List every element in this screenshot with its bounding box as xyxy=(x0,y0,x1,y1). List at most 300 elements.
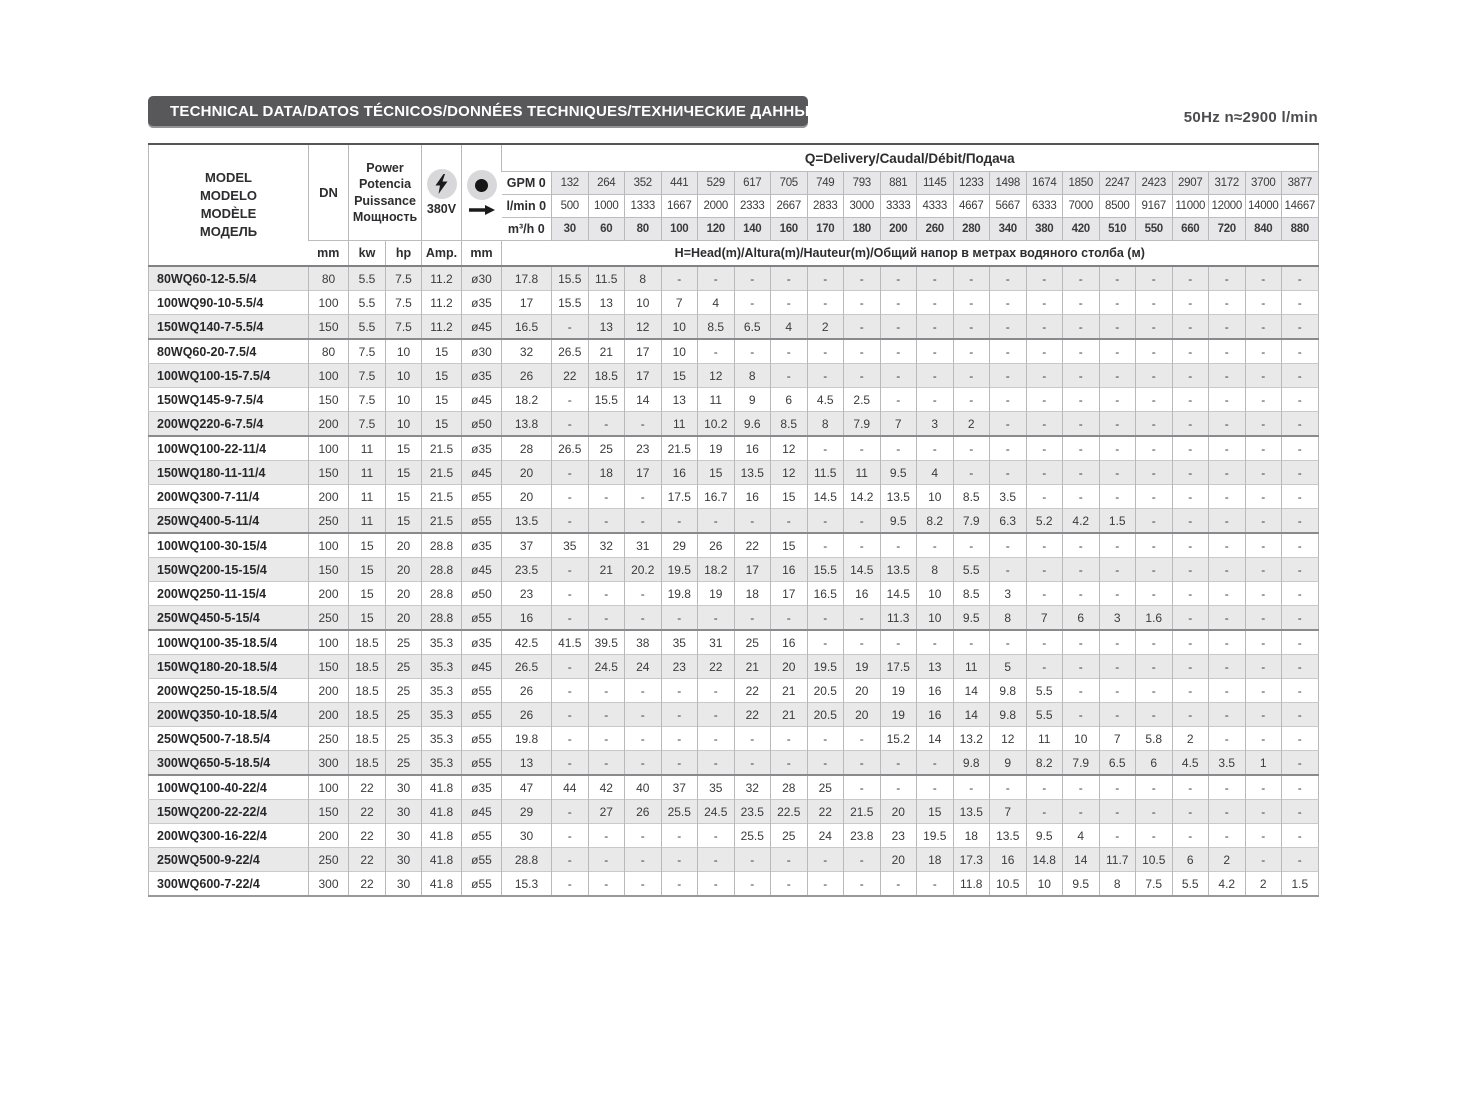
head-value-cell: - xyxy=(1209,364,1246,388)
head-value-cell: - xyxy=(1282,655,1319,679)
head-value-cell: - xyxy=(1172,364,1209,388)
head-value-cell: - xyxy=(1209,291,1246,315)
head-value-cell: - xyxy=(844,606,881,631)
head-value-cell: 16.5 xyxy=(807,582,844,606)
head-value-cell: - xyxy=(552,461,589,485)
head-value-cell: 14.5 xyxy=(807,485,844,509)
head-value-cell: 42 xyxy=(588,775,625,800)
head-value-cell: - xyxy=(917,388,954,412)
head-value-cell: 18 xyxy=(953,824,990,848)
flow-lmin-value: 8500 xyxy=(1099,195,1136,218)
flow-m3h-value: 660 xyxy=(1172,218,1209,241)
head-value-cell: - xyxy=(844,775,881,800)
amp-cell: 41.8 xyxy=(422,872,462,897)
head-value-cell: - xyxy=(625,872,662,897)
flow-lmin-value: 1667 xyxy=(661,195,698,218)
head-value-cell: - xyxy=(552,800,589,824)
lmin-label: l/min 0 xyxy=(502,195,552,218)
head-value-cell: - xyxy=(953,266,990,291)
head-value-cell: - xyxy=(625,582,662,606)
head-value-cell: - xyxy=(771,727,808,751)
head-value-cell: - xyxy=(552,558,589,582)
head-value-cell: - xyxy=(807,606,844,631)
solids-passage-dot-icon xyxy=(467,170,497,200)
hp-cell: 30 xyxy=(386,872,422,897)
pump-row xyxy=(149,339,1319,364)
table-body xyxy=(149,266,1319,896)
dn-cell: 300 xyxy=(309,872,349,897)
flow-gpm-value: 441 xyxy=(661,172,698,195)
kw-cell: 18.5 xyxy=(349,703,386,727)
head-value-cell: 20 xyxy=(844,703,881,727)
head-value-cell: - xyxy=(990,436,1027,461)
dn-cell: 200 xyxy=(309,582,349,606)
head-value-cell: 15 xyxy=(771,485,808,509)
head-value-cell: - xyxy=(1099,461,1136,485)
flow-lmin-value: 1000 xyxy=(588,195,625,218)
head-value-cell: - xyxy=(1245,558,1282,582)
head-value-cell: - xyxy=(1136,485,1173,509)
head-value-cell: - xyxy=(588,485,625,509)
head-value-cell: - xyxy=(1245,606,1282,631)
head-value-cell: 26 xyxy=(502,703,552,727)
head-value-cell: - xyxy=(1209,824,1246,848)
head-value-cell: - xyxy=(1136,582,1173,606)
head-value-cell: - xyxy=(1282,436,1319,461)
hp-cell: 7.5 xyxy=(386,291,422,315)
head-value-cell: 16 xyxy=(771,630,808,655)
pump-row xyxy=(149,848,1319,872)
head-value-cell: 20 xyxy=(771,655,808,679)
head-value-cell: - xyxy=(844,436,881,461)
pump-row xyxy=(149,872,1319,897)
head-value-cell: 6 xyxy=(1063,606,1100,631)
head-value-cell: 21 xyxy=(771,703,808,727)
head-value-cell: - xyxy=(880,315,917,340)
head-value-cell: 15 xyxy=(661,364,698,388)
hp-cell: 15 xyxy=(386,509,422,534)
head-value-cell: - xyxy=(1245,655,1282,679)
head-value-cell: - xyxy=(552,412,589,437)
outlet-cell: ø55 xyxy=(462,679,502,703)
flow-gpm-value: 617 xyxy=(734,172,771,195)
head-value-cell: - xyxy=(844,751,881,776)
hp-cell: 20 xyxy=(386,582,422,606)
head-value-cell: 21 xyxy=(734,655,771,679)
head-value-cell: - xyxy=(917,751,954,776)
head-value-cell: 17 xyxy=(625,339,662,364)
hp-cell: 10 xyxy=(386,364,422,388)
amp-cell: 35.3 xyxy=(422,630,462,655)
head-value-cell: 2 xyxy=(807,315,844,340)
frequency-note: 50Hz n≈2900 l/min xyxy=(1183,109,1318,126)
head-value-cell: - xyxy=(552,703,589,727)
head-value-cell: 15.5 xyxy=(807,558,844,582)
dn-cell: 200 xyxy=(309,679,349,703)
head-value-cell: 7 xyxy=(990,800,1027,824)
head-value-cell: - xyxy=(1282,751,1319,776)
model-cell: 100WQ100-30-15/4 xyxy=(149,533,309,558)
head-value-cell: - xyxy=(1245,364,1282,388)
head-value-cell: 17 xyxy=(771,582,808,606)
head-value-cell: - xyxy=(1245,339,1282,364)
head-value-cell: - xyxy=(625,824,662,848)
head-value-cell: - xyxy=(990,533,1027,558)
kw-cell: 18.5 xyxy=(349,679,386,703)
head-value-cell: - xyxy=(661,679,698,703)
head-value-cell: 27 xyxy=(588,800,625,824)
head-value-cell: - xyxy=(1172,775,1209,800)
head-value-cell: - xyxy=(1099,558,1136,582)
head-value-cell: 19 xyxy=(698,436,735,461)
head-value-cell: 22 xyxy=(734,679,771,703)
amp-cell: 35.3 xyxy=(422,727,462,751)
head-value-cell: 20 xyxy=(502,461,552,485)
head-value-cell: 26 xyxy=(502,364,552,388)
head-value-cell: - xyxy=(1136,412,1173,437)
head-value-cell: - xyxy=(552,315,589,340)
head-value-cell: - xyxy=(844,848,881,872)
head-value-cell: - xyxy=(880,388,917,412)
head-value-cell: 11.7 xyxy=(1099,848,1136,872)
head-value-cell: - xyxy=(1099,679,1136,703)
head-value-cell: - xyxy=(1209,509,1246,534)
head-value-cell: - xyxy=(552,727,589,751)
dn-cell: 250 xyxy=(309,727,349,751)
pump-row xyxy=(149,461,1319,485)
head-value-cell: - xyxy=(1172,315,1209,340)
head-value-cell: - xyxy=(698,703,735,727)
amp-cell: 11.2 xyxy=(422,315,462,340)
head-value-cell: - xyxy=(1172,412,1209,437)
model-cell: 250WQ500-7-18.5/4 xyxy=(149,727,309,751)
head-value-cell: - xyxy=(1245,679,1282,703)
kw-cell: 5.5 xyxy=(349,266,386,291)
head-value-cell: - xyxy=(698,266,735,291)
head-value-cell: 18 xyxy=(917,848,954,872)
model-header-line: MODÈLE xyxy=(200,206,257,221)
head-value-cell: - xyxy=(734,872,771,897)
head-value-cell: - xyxy=(1026,339,1063,364)
dn-unit: mm xyxy=(309,241,349,267)
outlet-cell: ø45 xyxy=(462,315,502,340)
head-value-cell: 15.5 xyxy=(588,388,625,412)
head-value-cell: 17.5 xyxy=(661,485,698,509)
head-value-cell: - xyxy=(698,848,735,872)
head-value-cell: 1.5 xyxy=(1099,509,1136,534)
head-value-cell: 8 xyxy=(917,558,954,582)
kw-cell: 15 xyxy=(349,533,386,558)
head-value-cell: - xyxy=(953,388,990,412)
outlet-cell: ø45 xyxy=(462,800,502,824)
outlet-cell: ø55 xyxy=(462,727,502,751)
hp-cell: 25 xyxy=(386,727,422,751)
pump-row xyxy=(149,291,1319,315)
head-value-cell: - xyxy=(734,606,771,631)
head-value-cell: - xyxy=(807,727,844,751)
head-value-cell: - xyxy=(1063,630,1100,655)
head-value-cell: - xyxy=(990,291,1027,315)
head-value-cell: - xyxy=(1063,655,1100,679)
head-value-cell: - xyxy=(734,509,771,534)
head-value-cell: 7 xyxy=(1026,606,1063,631)
head-value-cell: 16.5 xyxy=(502,315,552,340)
head-value-cell: 16 xyxy=(917,679,954,703)
head-value-cell: - xyxy=(771,751,808,776)
head-value-cell: 11 xyxy=(1026,727,1063,751)
pump-row xyxy=(149,315,1319,340)
head-value-cell: - xyxy=(917,266,954,291)
lightning-bolt-icon xyxy=(427,169,457,199)
head-value-cell: 2 xyxy=(953,412,990,437)
head-value-cell: - xyxy=(1209,775,1246,800)
head-value-cell: - xyxy=(807,266,844,291)
head-value-cell: 9.8 xyxy=(953,751,990,776)
amp-cell: 11.2 xyxy=(422,291,462,315)
model-cell: 150WQ200-22-22/4 xyxy=(149,800,309,824)
pump-row xyxy=(149,800,1319,824)
head-value-cell: - xyxy=(1209,800,1246,824)
head-value-cell: - xyxy=(953,291,990,315)
m3h-label: m³/h 0 xyxy=(502,218,552,241)
head-value-cell: 23 xyxy=(502,582,552,606)
head-value-cell: 31 xyxy=(698,630,735,655)
head-value-cell: - xyxy=(807,751,844,776)
head-value-cell: - xyxy=(1282,727,1319,751)
head-value-cell: 11 xyxy=(844,461,881,485)
pump-row xyxy=(149,509,1319,534)
dn-cell: 250 xyxy=(309,606,349,631)
head-value-cell: 26.5 xyxy=(502,655,552,679)
head-value-cell: - xyxy=(807,848,844,872)
head-value-cell: - xyxy=(1172,509,1209,534)
head-value-cell: - xyxy=(625,412,662,437)
flow-gpm-value: 352 xyxy=(625,172,662,195)
head-value-cell: - xyxy=(1172,461,1209,485)
head-value-cell: - xyxy=(1172,388,1209,412)
head-value-cell: - xyxy=(552,388,589,412)
head-value-cell: 9.5 xyxy=(1063,872,1100,897)
kw-cell: 11 xyxy=(349,509,386,534)
hp-cell: 20 xyxy=(386,558,422,582)
flow-gpm-value: 2247 xyxy=(1099,172,1136,195)
kw-cell: 15 xyxy=(349,606,386,631)
head-value-cell: 4 xyxy=(917,461,954,485)
head-value-cell: 22 xyxy=(552,364,589,388)
dn-cell: 150 xyxy=(309,388,349,412)
head-value-cell: 1.6 xyxy=(1136,606,1173,631)
model-cell: 150WQ180-11-11/4 xyxy=(149,461,309,485)
head-value-cell: - xyxy=(1245,461,1282,485)
head-value-cell: - xyxy=(1063,291,1100,315)
head-value-cell: 14 xyxy=(953,679,990,703)
amp-cell: 28.8 xyxy=(422,582,462,606)
delivery-header: Q=Delivery/Caudal/Débit/Подача xyxy=(502,144,1319,172)
amp-cell: 35.3 xyxy=(422,679,462,703)
head-value-cell: 16 xyxy=(502,606,552,631)
flow-gpm-value: 3700 xyxy=(1245,172,1282,195)
head-value-cell: 6 xyxy=(1172,848,1209,872)
head-value-cell: 32 xyxy=(502,339,552,364)
head-value-cell: - xyxy=(1245,824,1282,848)
head-value-cell: - xyxy=(807,872,844,897)
head-value-cell: 40 xyxy=(625,775,662,800)
head-value-cell: 25.5 xyxy=(661,800,698,824)
head-value-cell: - xyxy=(1136,291,1173,315)
head-value-cell: 11 xyxy=(953,655,990,679)
kw-cell: 7.5 xyxy=(349,412,386,437)
head-value-cell: - xyxy=(1282,606,1319,631)
pump-row xyxy=(149,630,1319,655)
head-value-cell: - xyxy=(661,751,698,776)
head-value-cell: 24 xyxy=(807,824,844,848)
head-value-cell: - xyxy=(588,582,625,606)
flow-lmin-value: 14667 xyxy=(1282,195,1319,218)
head-value-cell: - xyxy=(1282,339,1319,364)
head-value-cell: - xyxy=(588,679,625,703)
head-value-cell: - xyxy=(880,339,917,364)
outlet-cell: ø45 xyxy=(462,388,502,412)
outlet-cell: ø50 xyxy=(462,582,502,606)
head-value-cell: - xyxy=(990,388,1027,412)
head-value-cell: 35 xyxy=(552,533,589,558)
head-value-cell: - xyxy=(625,509,662,534)
head-value-cell: - xyxy=(698,824,735,848)
head-value-cell: - xyxy=(844,509,881,534)
head-value-cell: 4 xyxy=(698,291,735,315)
head-value-cell: - xyxy=(588,751,625,776)
head-value-cell: - xyxy=(1282,388,1319,412)
head-value-cell: 16 xyxy=(661,461,698,485)
head-value-cell: 8.5 xyxy=(953,582,990,606)
head-value-cell: - xyxy=(807,291,844,315)
kw-cell: 22 xyxy=(349,824,386,848)
head-value-cell: - xyxy=(1209,461,1246,485)
amp-cell: 35.3 xyxy=(422,655,462,679)
head-value-cell: - xyxy=(1209,315,1246,340)
flow-lmin-value: 6333 xyxy=(1026,195,1063,218)
model-cell: 200WQ250-15-18.5/4 xyxy=(149,679,309,703)
model-cell: 200WQ250-11-15/4 xyxy=(149,582,309,606)
head-value-cell: - xyxy=(1282,364,1319,388)
flow-m3h-value: 550 xyxy=(1136,218,1173,241)
header-row-top xyxy=(149,144,1319,172)
head-value-cell: 8.5 xyxy=(953,485,990,509)
head-value-cell: - xyxy=(1245,412,1282,437)
flow-gpm-value: 2907 xyxy=(1172,172,1209,195)
head-value-cell: - xyxy=(1026,800,1063,824)
head-value-cell: - xyxy=(1172,436,1209,461)
head-value-cell: - xyxy=(1282,461,1319,485)
head-value-cell: 18.2 xyxy=(502,388,552,412)
head-value-cell: 13.5 xyxy=(734,461,771,485)
flow-lmin-value: 5667 xyxy=(990,195,1027,218)
head-value-cell: 10 xyxy=(625,291,662,315)
head-value-cell: - xyxy=(1209,582,1246,606)
amp-cell: 41.8 xyxy=(422,800,462,824)
head-value-cell: - xyxy=(661,848,698,872)
head-value-cell: - xyxy=(1099,388,1136,412)
kw-unit: kw xyxy=(349,241,386,267)
head-value-cell: - xyxy=(1209,266,1246,291)
head-value-cell: 15 xyxy=(917,800,954,824)
head-value-cell: - xyxy=(880,775,917,800)
head-value-cell: 37 xyxy=(502,533,552,558)
flow-m3h-value: 180 xyxy=(844,218,881,241)
head-value-cell: - xyxy=(1209,558,1246,582)
head-value-cell: 13.2 xyxy=(953,727,990,751)
head-value-cell: - xyxy=(588,848,625,872)
amp-cell: 28.8 xyxy=(422,558,462,582)
head-value-cell: - xyxy=(552,606,589,631)
head-value-cell: - xyxy=(588,872,625,897)
head-value-cell: 19.5 xyxy=(661,558,698,582)
head-value-cell: - xyxy=(880,436,917,461)
outlet-cell: ø45 xyxy=(462,461,502,485)
head-value-cell: - xyxy=(990,315,1027,340)
head-value-cell: 7.5 xyxy=(1136,872,1173,897)
flow-lmin-value: 12000 xyxy=(1209,195,1246,218)
head-value-cell: - xyxy=(1063,775,1100,800)
head-value-cell: - xyxy=(1063,364,1100,388)
head-value-cell: 7 xyxy=(1099,727,1136,751)
head-value-cell: 31 xyxy=(625,533,662,558)
head-value-cell: - xyxy=(1282,509,1319,534)
head-value-cell: 20 xyxy=(844,679,881,703)
power-column-header xyxy=(349,144,422,241)
flow-gpm-value: 749 xyxy=(807,172,844,195)
kw-cell: 22 xyxy=(349,848,386,872)
head-value-cell: 41.5 xyxy=(552,630,589,655)
head-value-cell: 7 xyxy=(880,412,917,437)
flow-m3h-value: 120 xyxy=(698,218,735,241)
amp-cell: 28.8 xyxy=(422,606,462,631)
head-value-cell: - xyxy=(588,727,625,751)
dn-cell: 150 xyxy=(309,655,349,679)
head-value-cell: - xyxy=(1063,339,1100,364)
head-value-cell: 47 xyxy=(502,775,552,800)
head-value-cell: - xyxy=(1099,533,1136,558)
head-value-cell: 12 xyxy=(625,315,662,340)
hp-cell: 30 xyxy=(386,848,422,872)
head-value-cell: - xyxy=(1136,266,1173,291)
amp-cell: 21.5 xyxy=(422,436,462,461)
head-value-cell: 19.5 xyxy=(807,655,844,679)
head-value-cell: - xyxy=(625,679,662,703)
head-value-cell: - xyxy=(1245,315,1282,340)
head-value-cell: - xyxy=(917,775,954,800)
head-value-cell: 13 xyxy=(588,291,625,315)
flow-m3h-value: 880 xyxy=(1282,218,1319,241)
head-value-cell: - xyxy=(1026,364,1063,388)
head-value-cell: - xyxy=(917,872,954,897)
head-value-cell: 44 xyxy=(552,775,589,800)
head-value-cell: 1 xyxy=(1245,751,1282,776)
head-value-cell: - xyxy=(1136,703,1173,727)
head-value-cell: 4 xyxy=(771,315,808,340)
outlet-cell: ø35 xyxy=(462,533,502,558)
head-value-cell: 5.5 xyxy=(1026,703,1063,727)
dn-cell: 100 xyxy=(309,436,349,461)
head-value-cell: - xyxy=(698,751,735,776)
head-value-cell: - xyxy=(698,509,735,534)
head-value-cell: - xyxy=(1172,655,1209,679)
head-value-cell: 5.5 xyxy=(1026,679,1063,703)
head-value-cell: 10 xyxy=(1026,872,1063,897)
head-value-cell: - xyxy=(1099,315,1136,340)
kw-cell: 22 xyxy=(349,800,386,824)
amp-cell: 35.3 xyxy=(422,751,462,776)
